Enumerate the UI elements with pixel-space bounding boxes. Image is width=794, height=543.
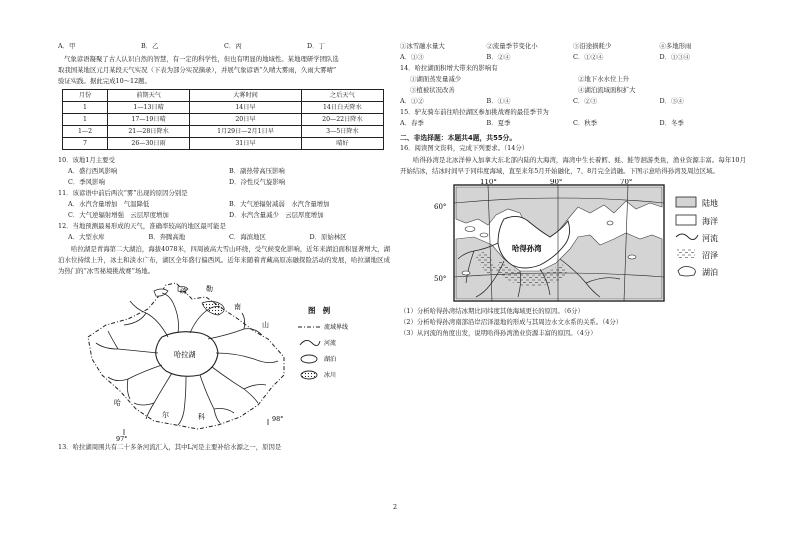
table-row (63, 138, 384, 150)
q13-options (400, 51, 746, 62)
q12-options (58, 231, 390, 242)
table-cell: 26—30日雨 (108, 138, 190, 150)
option: D．①③④ (659, 52, 691, 61)
legend-label: 湖泊 (702, 268, 718, 277)
option: A．春季 (400, 118, 424, 127)
q15-options (400, 117, 746, 128)
q13-items (400, 40, 746, 51)
option: B．乙 (141, 41, 159, 50)
q16-stem: 16．阅读图文资料，完成下列要求。（14分） (400, 143, 529, 152)
option: B．奔腾高地 (148, 232, 186, 241)
table-cell: 17—19日晴 (108, 114, 190, 126)
table-header: 大雾时间 (190, 90, 302, 102)
table-cell: 1 (63, 102, 108, 114)
table-row (63, 114, 384, 126)
item: ②地下水水位上升 (578, 74, 630, 83)
option: B．夏季 (486, 118, 511, 127)
item: ③植被状况改善 (410, 85, 455, 94)
hala-lake-map (58, 279, 390, 441)
q14-stem: 14．哈拉湖面积增大带来的影响有 (400, 63, 498, 72)
table-cell: 1 (63, 114, 108, 126)
table-cell: 14日早 (190, 102, 302, 114)
longitude-label: 90° (550, 179, 563, 186)
glacier-patches (154, 286, 224, 315)
q14-items-row (400, 84, 746, 95)
left-column (58, 40, 390, 452)
option: D．冷性反气旋影响 (229, 177, 286, 186)
mountain-label: 勒 (206, 285, 213, 293)
item: ①冰雪融水量大 (400, 41, 445, 50)
table-header: 前期天气 (108, 90, 190, 102)
passage-hala-lake: 哈拉湖是青海第二大湖泊，海拔4078米，四周被高大雪山环绕，受气候变化影响，近年来湖泊面积显著增大，湖泊水位持续上升，冰土和淡水广布，湖区全年盛行偏西风。近年来随着青藏高原冻融探险活动的发展，哈拉湖地区成为热门的“冰雪秘境挑战赛”场地。 (58, 245, 390, 275)
legend-title: 图 例 (308, 306, 331, 315)
legend-label: 湖泊 (324, 356, 337, 363)
lake-label: 哈拉湖 (174, 350, 196, 359)
option: B．大气逆辐射减弱 水汽含量增加 (229, 199, 330, 208)
q11-stem: 11．该谚语中前后两次“雾”出现的原因分别是 (58, 188, 188, 197)
option: B．副热带高压影响 (229, 166, 285, 175)
table-header: 之后天气 (301, 90, 383, 102)
table-cell: 7 (63, 138, 108, 150)
option: D．原始林区 (309, 232, 347, 241)
page-number: 2 (393, 503, 398, 511)
table-cell: 20日早 (190, 114, 302, 126)
option: C．②③ (573, 96, 598, 105)
table-row (63, 126, 384, 138)
q15-stem: 15．驴友骑车前往哈拉湖区参加挑战赛的最佳季节为 (400, 107, 549, 116)
q10-options-row (58, 165, 390, 176)
table-cell: 21—28日降水 (108, 126, 190, 138)
legend-label: 冰川 (324, 372, 337, 379)
table-cell: 31日早 (190, 138, 302, 150)
latitude-label: 50° (434, 275, 447, 283)
table-cell: 1—2 (63, 126, 108, 138)
mountain-label: 尔 (162, 411, 169, 419)
item: ③沿途损耗少 (573, 41, 612, 50)
option: A．①② (400, 96, 424, 105)
longitude-label: 110° (480, 179, 497, 186)
q14-items-row (400, 73, 746, 84)
option: C．秋季 (573, 118, 598, 127)
mountain-label: 科 (198, 413, 205, 421)
option: C．大气逆辐射增强 云层厚度增加 (68, 210, 169, 219)
option: A．水汽含量增加 气温降低 (68, 199, 150, 208)
option: A．盛行西风影响 (68, 166, 118, 175)
option: C．季风影响 (68, 177, 105, 186)
option: A．甲 (58, 41, 76, 50)
option: C．①②④ (573, 52, 604, 61)
mountain-label: 疏 (180, 287, 187, 295)
table-row (63, 102, 384, 114)
q9-options (58, 40, 390, 51)
longitude-label: 97° (116, 435, 128, 441)
q10-options-row (58, 176, 390, 187)
table-cell: 1—13日晴 (108, 102, 190, 114)
item: ④湖泊流域面积扩大 (578, 85, 636, 94)
item: ④多地形雨 (659, 41, 692, 50)
legend-label: 河流 (702, 234, 718, 243)
q12-stem: 12．当地预测最易形成的天气，准确率较高的地区最可能是 (58, 221, 226, 230)
weather-table (62, 89, 384, 150)
intro-line: 取我国某地区元月某段天气实况（下表为部分实况摘录），并展气象谚语“久晴大雾雨，久雨大雾晴” (58, 65, 337, 74)
hala-lake-map-svg (58, 279, 390, 441)
q16-sub-question: （3）从河流的角度出发，说明哈得孙湾渔业资源丰富的原因。（4分） (400, 328, 597, 337)
mountain-label: 山 (262, 321, 269, 329)
q11-options-row (58, 198, 390, 209)
table-cell: 晴好 (301, 138, 383, 150)
legend-label: 流域界线 (324, 324, 349, 331)
longitude-label: 98° (272, 415, 284, 423)
q14-options (400, 95, 746, 106)
table-cell: 1月29日—2月1日早 (190, 126, 302, 138)
q16-sub-question: （1）分析哈得孙湾结冰期比同纬度其他海域更长的原因。（6分） (400, 306, 584, 315)
option: A．大型水库 (68, 232, 105, 241)
intro-line: 验证实践。据此完成10～12题。 (58, 76, 151, 85)
intro-paragraph (58, 53, 390, 86)
intro-line: 气象谚语凝聚了古人认识自然的智慧，有一定的科学性，但也有明显的地域性。某地理研学团队选 (64, 54, 339, 63)
longitude-label: 70° (620, 179, 633, 186)
hudson-bay-map (400, 179, 746, 305)
mountain-label: 南 (234, 303, 241, 311)
option: D．水汽含量减少 云层厚度增加 (229, 210, 324, 219)
q10-stem: 10．该地1月主要受 (58, 155, 115, 164)
table-cell: 3—5日降水 (301, 126, 383, 138)
legend-label: 海洋 (702, 217, 718, 226)
bay-label: 哈得孙湾 (512, 244, 542, 253)
option: C．海滨地区 (229, 232, 266, 241)
right-column (400, 40, 746, 338)
table-cell: 20—22日降水 (301, 114, 383, 126)
section-heading: 二、非选择题：本题共4题，共55分。 (400, 133, 517, 142)
legend-label: 沼泽 (702, 251, 718, 260)
q16-sub-question: （2）分析哈得孙湾南部沿岸沼泽湿地的形成与其周边水文水系的关系。（4分） (400, 317, 623, 326)
item: ①湖面蒸发量减少 (410, 74, 462, 83)
mountain-label: 哈 (114, 399, 121, 407)
item: ②流量季节变化小 (486, 41, 538, 50)
option: D．丁 (307, 41, 325, 50)
q11-options-row (58, 209, 390, 220)
option: B．①④ (486, 96, 511, 105)
map-legend (676, 197, 718, 277)
option: D．冬季 (659, 118, 684, 127)
table-cell: 14日白天降水 (301, 102, 383, 114)
option: C．丙 (224, 41, 242, 50)
hudson-bay-map-svg (400, 179, 746, 305)
option: B．②④ (486, 52, 511, 61)
table-header: 月份 (63, 90, 108, 102)
option: A．①③ (400, 52, 424, 61)
legend-label: 河流 (324, 340, 337, 347)
q13-stem: 13．哈拉湖周围共有二十多条河流汇入，其中L河是主要补给水源之一，原因是 (58, 442, 282, 451)
latitude-label: 60° (434, 203, 447, 211)
q16-passage: 哈得孙湾是北冰洋伸入加拿大东北部内陆的大海湾，海湾中生长着鳕、蚝、鲑等洄游类鱼，渔业资源丰富。每年10月开始结冰，结冰时间早于同纬度海域，直至来年5月开始融化，7、8月完全消融。下图示意哈得孙湾及周边区域。 (400, 156, 746, 175)
map-legend (298, 306, 348, 379)
legend-label: 陆地 (702, 199, 718, 208)
option: D．③④ (659, 96, 684, 105)
